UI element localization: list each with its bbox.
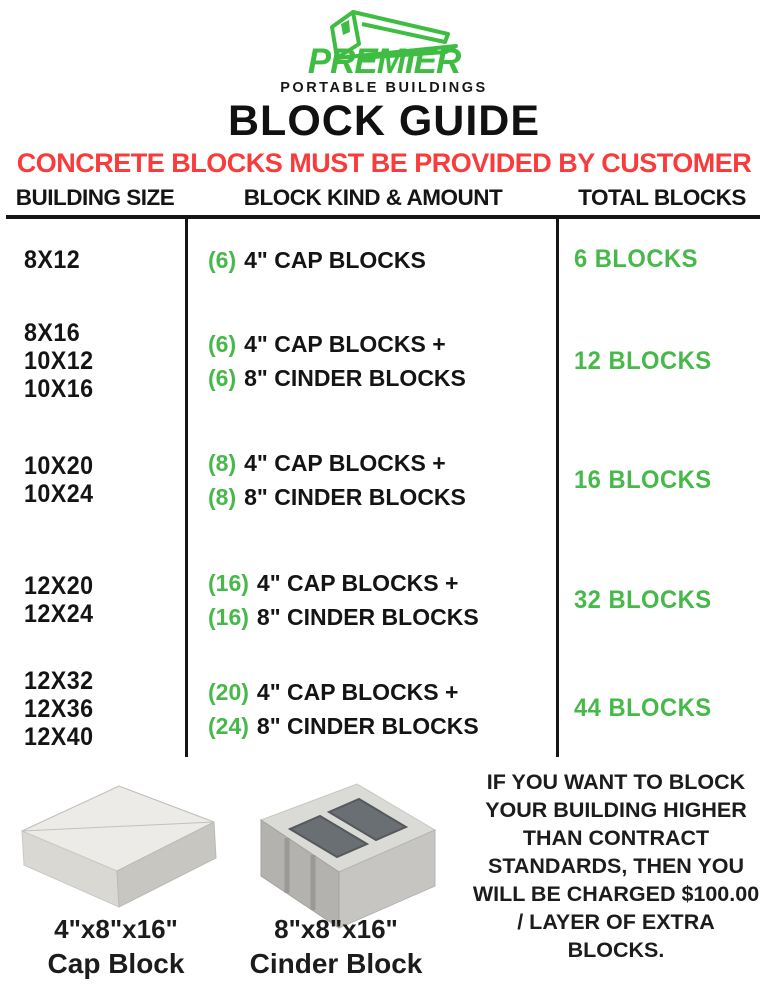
total-blocks-cell xyxy=(556,660,768,757)
block-kind-line xyxy=(208,600,556,634)
block-kind-line xyxy=(208,709,556,743)
block-count: (16) xyxy=(208,570,249,596)
block-label: 4" CAP BLOCKS + xyxy=(256,570,459,596)
building-size: 12X40 xyxy=(24,722,94,751)
brand-tagline: PORTABLE BUILDINGS xyxy=(280,80,488,96)
building-size-cell xyxy=(0,420,188,540)
column-header-building-size: BUILDING SIZE xyxy=(15,185,175,210)
block-count: (8) xyxy=(208,450,237,476)
building-size-cell xyxy=(0,302,188,420)
block-kind-cell xyxy=(188,420,556,540)
total-blocks-value: 6 BLOCKS xyxy=(574,245,698,273)
brand-wordmark: PREMIER xyxy=(307,42,461,81)
building-size: 10X12 xyxy=(24,347,94,375)
column-header-total-blocks: TOTAL BLOCKS xyxy=(578,185,746,210)
block-kind-cell xyxy=(188,217,556,302)
block-count: (6) xyxy=(208,365,237,391)
building-size: 12X24 xyxy=(24,600,94,628)
block-kind-line xyxy=(208,566,556,600)
block-kind-cell xyxy=(188,540,556,660)
cinder-block-label xyxy=(226,912,446,982)
block-kind-line xyxy=(208,446,556,480)
total-blocks-value: 44 BLOCKS xyxy=(574,694,712,722)
building-size: 8X12 xyxy=(24,245,81,274)
building-size: 8X16 xyxy=(24,319,81,347)
block-count: (16) xyxy=(208,604,249,630)
block-label: 8" CINDER BLOCKS xyxy=(256,712,479,739)
block-kind-line xyxy=(208,675,556,709)
block-kind-line xyxy=(208,243,556,277)
block-count: (24) xyxy=(208,712,249,739)
block-label: 4" CAP BLOCKS + xyxy=(256,678,459,705)
total-blocks-value: 12 BLOCKS xyxy=(574,346,712,375)
building-size: 12X32 xyxy=(24,666,94,695)
block-kind-line xyxy=(208,361,556,395)
cinder-block-dimensions: 8"x8"x16" xyxy=(274,914,398,944)
building-size: 10X16 xyxy=(24,375,94,403)
cap-block-label xyxy=(16,912,216,982)
total-blocks-cell xyxy=(556,420,768,540)
block-kind-line xyxy=(208,327,556,361)
block-label: 8" CINDER BLOCKS xyxy=(256,604,479,630)
block-label: 4" CAP BLOCKS + xyxy=(244,450,446,476)
building-size: 10X24 xyxy=(24,480,94,508)
block-label: 8" CINDER BLOCKS xyxy=(244,484,466,510)
table-column-headers xyxy=(0,185,768,215)
building-size: 12X36 xyxy=(24,694,94,723)
warning-banner: CONCRETE BLOCKS MUST BE PROVIDED BY CUSTOMER xyxy=(16,148,752,178)
block-label: 4" CAP BLOCKS + xyxy=(244,331,446,357)
block-label: 4" CAP BLOCKS xyxy=(244,246,426,273)
total-blocks-cell xyxy=(556,302,768,420)
block-guide-table xyxy=(0,217,768,757)
page-title: BLOCK GUIDE xyxy=(228,97,540,145)
building-size: 12X20 xyxy=(24,572,94,600)
block-kind-cell xyxy=(188,660,556,757)
block-count: (6) xyxy=(208,246,237,273)
column-header-block-kind: BLOCK KIND & AMOUNT xyxy=(243,185,503,210)
total-blocks-cell xyxy=(556,217,768,302)
building-size-cell xyxy=(0,540,188,660)
cinder-block-name: Cinder Block xyxy=(249,948,423,979)
cap-block-dimensions: 4"x8"x16" xyxy=(54,914,178,944)
building-size: 10X20 xyxy=(24,452,94,480)
block-label: 8" CINDER BLOCKS xyxy=(244,365,466,391)
building-size-cell xyxy=(0,217,188,302)
block-count: (20) xyxy=(208,678,249,705)
total-blocks-value: 16 BLOCKS xyxy=(574,465,712,494)
building-size-cell xyxy=(0,660,188,757)
block-kind-cell xyxy=(188,302,556,420)
block-count: (8) xyxy=(208,484,237,510)
cap-block-photo xyxy=(14,776,226,910)
total-blocks-value: 32 BLOCKS xyxy=(574,585,712,614)
block-kind-line xyxy=(208,480,556,514)
cap-block-name: Cap Block xyxy=(47,948,185,979)
extra-blocks-charge-note: IF YOU WANT TO BLOCK YOUR BUILDING HIGHER THAN CONTRACT STANDARDS, THEN YOU WILL BE CHARGED $100.00 / LAYER OF EXTRA BLOCKS. xyxy=(472,770,760,962)
block-count: (6) xyxy=(208,331,237,357)
total-blocks-cell xyxy=(556,540,768,660)
